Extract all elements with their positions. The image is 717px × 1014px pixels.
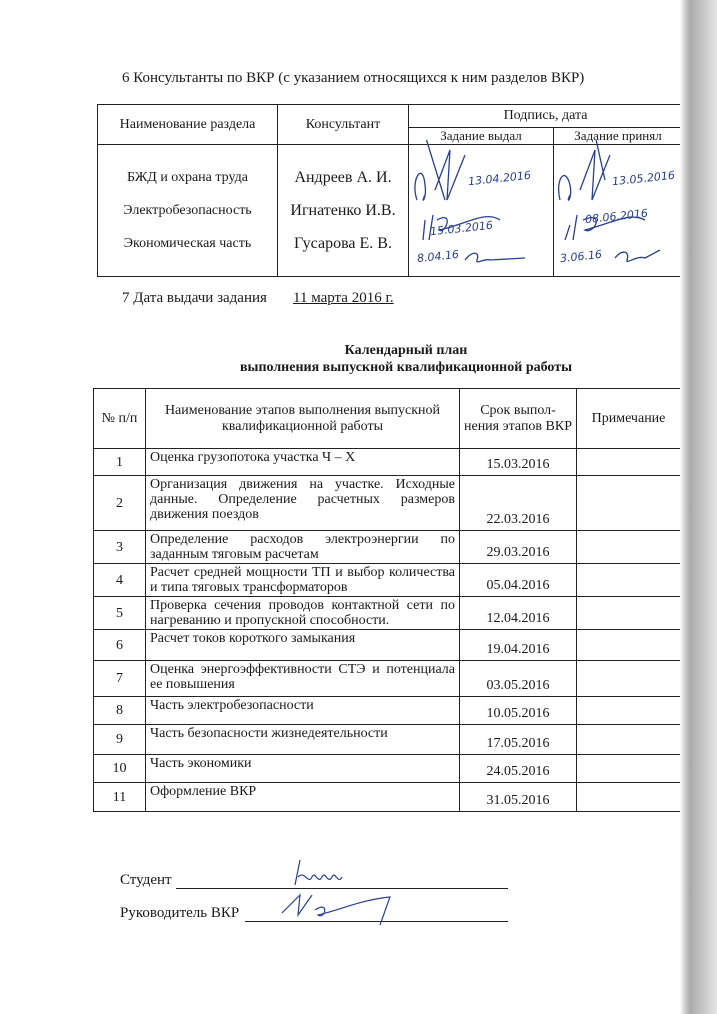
stage-deadline: 10.05.2016 <box>460 697 577 725</box>
issued-date-1: 13.04.2016 <box>467 168 532 189</box>
issued-date-2: 15.03.2016 <box>429 218 494 239</box>
plan-row <box>94 531 681 564</box>
row-number: 11 <box>94 783 146 812</box>
col-num: № п/п <box>94 389 146 449</box>
plan-row <box>94 783 681 812</box>
stage-deadline: 19.04.2016 <box>460 630 577 661</box>
col-signature-date: Подпись, дата <box>409 105 683 128</box>
plan-title: Календарный план <box>344 343 468 358</box>
plan-row <box>94 630 681 661</box>
handwritten-signatures-bottom <box>280 855 420 930</box>
col-accepted: Задание принял <box>554 128 683 145</box>
row-number: 2 <box>94 476 146 531</box>
section-name: Экономическая часть <box>123 236 252 251</box>
stage-deadline: 17.05.2016 <box>460 725 577 755</box>
row-number: 4 <box>94 564 146 597</box>
stage-note <box>577 725 681 755</box>
stage-deadline: 22.03.2016 <box>460 476 577 531</box>
section-name: БЖД и охрана труда <box>127 170 248 185</box>
stage-name: Расчет токов короткого замыкания <box>146 630 460 661</box>
stage-name: Проверка сечения проводов контактной сети по нагреванию и пропускной способности. <box>146 597 460 630</box>
stage-deadline: 03.05.2016 <box>460 661 577 697</box>
col-issued: Задание выдал <box>409 128 554 145</box>
accepted-date-2: 08.06.2016 <box>584 206 649 227</box>
stage-name: Оформление ВКР <box>146 783 460 812</box>
stage-name: Расчет средней мощности ТП и выбор количества и типа тяговых трансформаторов <box>146 564 460 597</box>
col-name: Наименование этапов выполнения выпускной квалификационной работы <box>146 389 460 449</box>
sections-cell <box>98 145 278 277</box>
stage-note <box>577 661 681 697</box>
stage-note <box>577 630 681 661</box>
stage-note <box>577 476 681 531</box>
plan-row <box>94 597 681 630</box>
stage-name: Часть экономики <box>146 755 460 783</box>
stage-deadline: 12.04.2016 <box>460 597 577 630</box>
row-number: 5 <box>94 597 146 630</box>
accepted-date-3: 3.06.16 <box>559 247 603 266</box>
stage-name: Определение расходов электроэнергии по заданным тяговым расчетам <box>146 531 460 564</box>
stage-note <box>577 697 681 725</box>
row-number: 10 <box>94 755 146 783</box>
plan-row <box>94 755 681 783</box>
accepted-date-1: 13.05.2016 <box>611 168 676 189</box>
section-name: Электробезопасность <box>123 203 252 218</box>
stage-deadline: 15.03.2016 <box>460 449 577 476</box>
row-number: 1 <box>94 449 146 476</box>
col-section: Наименование раздела <box>98 105 278 145</box>
issued-date-3: 8.04.16 <box>416 247 460 266</box>
consultant-name: Гусарова Е. В. <box>294 235 392 252</box>
stage-name: Организация движения на участке. Исходные данные. Определение расчетных размеров движения поездов <box>146 476 460 531</box>
consultant-name: Андреев А. И. <box>294 169 392 186</box>
stage-note <box>577 783 681 812</box>
row-number: 7 <box>94 661 146 697</box>
row-number: 6 <box>94 630 146 661</box>
scan-edge-shadow <box>680 0 717 1014</box>
stage-note <box>577 597 681 630</box>
plan-row <box>94 725 681 755</box>
plan-row <box>94 564 681 597</box>
consultant-name: Игнатенко И.В. <box>290 202 396 219</box>
col-note: Примечание <box>577 389 681 449</box>
section6-heading: 6 Консультанты по ВКР (с указанием относящихся к ним разделов ВКР) <box>122 70 585 86</box>
plan-row <box>94 697 681 725</box>
col-deadline: Срок выпол-нения этапов ВКР <box>460 389 577 449</box>
plan-row <box>94 476 681 531</box>
stage-deadline: 31.05.2016 <box>460 783 577 812</box>
stage-name: Оценка энергоэффективности СТЭ и потенциала ее повышения <box>146 661 460 697</box>
stage-deadline: 29.03.2016 <box>460 531 577 564</box>
col-consultant: Консультант <box>278 105 409 145</box>
row-number: 9 <box>94 725 146 755</box>
plan-subtitle: выполнения выпускной квалификационной работы <box>239 360 573 375</box>
row-number: 3 <box>94 531 146 564</box>
issue-date-label: 7 Дата выдачи задания <box>122 290 267 306</box>
plan-row <box>94 449 681 476</box>
consultants-cell <box>278 145 409 277</box>
stage-deadline: 24.05.2016 <box>460 755 577 783</box>
stage-note <box>577 449 681 476</box>
student-label: Студент <box>120 872 172 888</box>
plan-row <box>94 661 681 697</box>
stage-note <box>577 564 681 597</box>
issue-date-value: 11 марта 2016 г. <box>293 290 394 306</box>
supervisor-label: Руководитель ВКР <box>120 905 240 921</box>
stage-name: Оценка грузопотока участка Ч – Х <box>146 449 460 476</box>
row-number: 8 <box>94 697 146 725</box>
plan-table <box>93 388 681 812</box>
stage-name: Часть электробезопасности <box>146 697 460 725</box>
stage-note <box>577 531 681 564</box>
stage-note <box>577 755 681 783</box>
stage-name: Часть безопасности жизнедеятельности <box>146 725 460 755</box>
stage-deadline: 05.04.2016 <box>460 564 577 597</box>
